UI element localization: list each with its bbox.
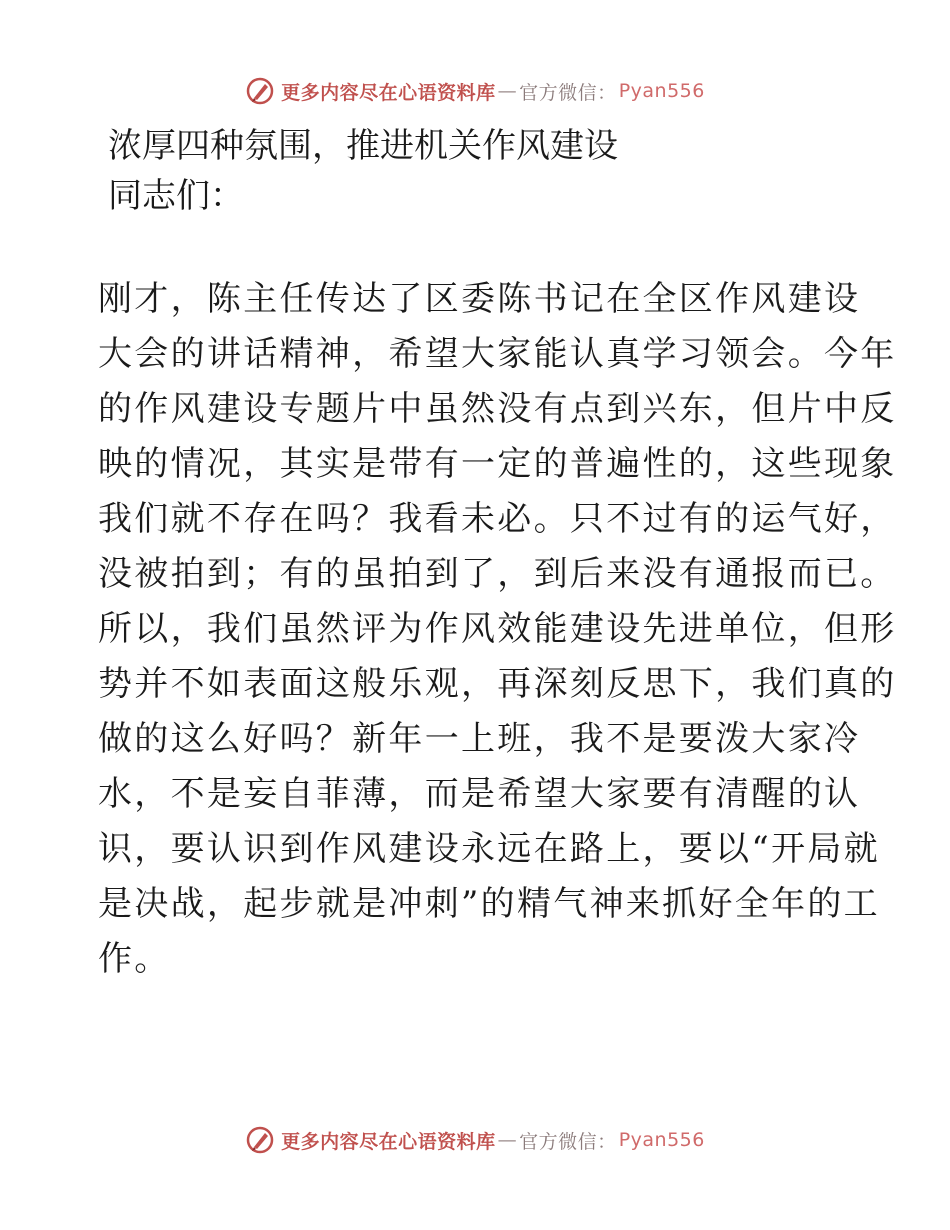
watermark-brand: 更多内容尽在心语资料库 bbox=[281, 1130, 496, 1153]
paragraph-line: 识，要认识到作风建设永远在路上，要以“开局就 bbox=[98, 829, 880, 869]
header-watermark bbox=[0, 71, 950, 111]
watermark-official-label: 官方微信： bbox=[519, 81, 617, 104]
body-paragraph bbox=[98, 272, 897, 987]
paragraph-line: 作。 bbox=[98, 939, 171, 979]
paragraph-line: 刚才，陈主任传达了区委陈书记在全区作风建设 bbox=[98, 279, 861, 319]
paragraph-line: 所以，我们虽然评为作风效能建设先进单位，但形 bbox=[98, 609, 897, 649]
watermark-wechat-id: Pyan556 bbox=[618, 1129, 705, 1151]
paragraph-line: 的作风建设专题片中虽然没有点到兴东，但片中反 bbox=[98, 389, 897, 429]
paragraph-line: 势并不如表面这般乐观，再深刻反思下，我们真的 bbox=[98, 664, 897, 704]
paragraph-line: 水，不是妄自菲薄，而是希望大家要有清醒的认 bbox=[98, 774, 861, 814]
salutation: 同志们： bbox=[108, 176, 244, 216]
watermark-wechat-id: Pyan556 bbox=[618, 80, 705, 102]
watermark-dash: — bbox=[497, 80, 518, 102]
paragraph-line: 没被拍到；有的虽拍到了，到后来没有通报而已。 bbox=[98, 554, 897, 594]
paragraph-line: 做的这么好吗？新年一上班，我不是要泼大家冷 bbox=[98, 719, 861, 759]
paragraph-line: 大会的讲话精神，希望大家能认真学习领会。今年 bbox=[98, 334, 897, 374]
quill-pen-circle-icon bbox=[245, 76, 275, 106]
paragraph-line: 映的情况，其实是带有一定的普遍性的，这些现象 bbox=[98, 444, 897, 484]
paragraph-line: 是决战，起步就是冲刺”的精气神来抓好全年的工 bbox=[98, 884, 880, 924]
watermark-official-label: 官方微信： bbox=[519, 1130, 617, 1153]
document-title: 浓厚四种氛围，推进机关作风建设 bbox=[108, 126, 618, 166]
quill-pen-circle-icon bbox=[245, 1125, 275, 1155]
watermark-brand: 更多内容尽在心语资料库 bbox=[281, 81, 496, 104]
watermark-dash: — bbox=[497, 1129, 518, 1151]
footer-watermark bbox=[0, 1120, 950, 1160]
paragraph-line: 我们就不存在吗？我看未必。只不过有的运气好， bbox=[98, 499, 897, 539]
